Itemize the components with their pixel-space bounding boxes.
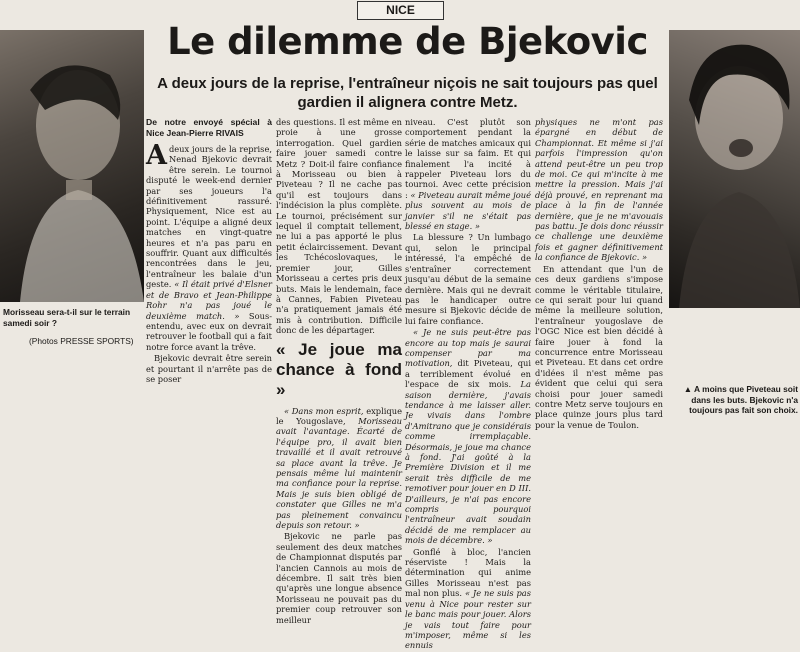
paragraph: Gonflé à bloc, l'ancien réserviste ! Mais la détermination qui anime Gilles Morisseau n'est pas mal non plus. « Je ne suis pas venu à Nice pour rester sur le banc mais pour jouer. Alors je vais tout faire pour m'imposer, même si les ennuis	[405, 546, 531, 651]
article-column-1	[146, 117, 272, 385]
paragraph: Bjekovic ne parle pas seulement des deux matches de Championnat disputés par l'ancien Cannois au mois de décembre. Il sait très bien qu'après une longue absence Morisseau ne pouvait pas du premier coup retrouver son meilleur	[276, 531, 402, 625]
piveteau-photo	[669, 30, 800, 308]
photo-caption-left	[3, 307, 141, 347]
caption-text: Morisseau sera-t-il sur le terrain samedi soir ?	[3, 307, 131, 328]
subheadline: A deux jours de la reprise, l'entraîneur niçois ne sait toujours pas quel gardien il alignera contre Metz.	[157, 75, 658, 111]
paragraph: « Dans mon esprit, explique le Yougoslave, Morisseau avait l'avantage. Écarté de l'équipe pro, il avait bien travaillé et il avait retrouvé sa place avant la trêve. Je pensais même lui maintenir ma confiance pour la reprise. Mais je suis bien obligé de constater que Gilles ne m'a pas pleinement convaincu depuis son retour. »	[276, 405, 402, 530]
drop-cap: A	[146, 140, 167, 171]
article-column-4	[535, 117, 663, 431]
article-column-2	[276, 117, 402, 626]
paragraph: Bjekovic devrait être serein et pourtant il n'arrête pas de se poser	[146, 353, 272, 384]
paragraph: La blessure ? Un lumbago qui, selon le principal intéressé, l'a empêché de s'entraîner correctement jusqu'au début de la semaine dernière. Mais qui ne devrait pas le handicaper outre mesure si Bjekovic décide de lui faire confiance.	[405, 232, 531, 326]
headline: Le dilemme de Bjekovic	[167, 20, 648, 63]
byline: De notre envoyé spécial à Nice Jean-Pierre RIVAIS	[146, 117, 272, 138]
paragraph: des questions. Il est même en proie à une grosse interrogation. Quel gardien faire jouer samedi contre Metz ? Doit-il faire confiance à Morisseau ou bien à Piveteau ? Il ne cache pas qu'il est toujours dans l'indécision la plus complète. Le tournoi, précisément sur lequel il comptait tellement, ne lui a pas apporté le plus petit éclaircissement. Devant les Tchécoslovaques, le premier jour, Gilles Morisseau a certes pris deux buts. Mais le lendemain, face à Cannes, Fabien Piveteau n'a pratiquement jamais été mis à contribution. Difficile donc de les départager.	[276, 117, 402, 336]
photo-credit: (Photos PRESSE SPORTS)	[29, 336, 134, 346]
article-column-3	[405, 117, 531, 652]
morisseau-photo	[0, 30, 144, 302]
section-rubric: NICE	[357, 1, 444, 20]
paragraph: « Je ne suis peut-être pas encore au top mais je saurai compenser par ma motivation, dit Piveteau, qui a terriblement évolué en l'espace de six mois. La saison dernière, j'avais tendance à me laisser aller. Je vivais dans l'ombre d'Amitrano que je considérais comme irremplaçable. Désormais, je joue ma chance à fond. J'ai goûté à la Première Division et il me serait très difficile de me remotiver pour jouer en D III. D'ailleurs, je n'ai pas encore compris pourquoi l'entraîneur avait soudain décidé de me remplacer au mois de décembre. »	[405, 327, 532, 546]
lead-paragraph: Adeux jours de la reprise, Nenad Bjekovic devrait être serein. Le tournoi disputé le week-end dernier par ses joueurs l'a définitivement rassuré. Physiquement, Nice est au point. L'équipe a aligné deux matches en vingt-quatre heures et n'a pas paru en souffrir. Quant aux difficultés rencontrées dans le jeu, l'entraîneur les balaie d'un geste. « Il était privé d'Elsner et de Bravo et Jean-Philippe Rohr n'a pas joué le deuxième match. » Sous-entendu, avec eux on devrait retrouver le football qui a fait notre force avant la trêve.	[146, 140, 273, 352]
pull-quote: « Je joue ma chance à fond »	[276, 339, 402, 399]
paragraph: niveau. C'est plutôt son comportement pendant la série de matches amicaux qui le laisse sur sa faim. Et qui finalement l'a incité à rappeler Piveteau lors du tournoi. Avec cette précision : « Piveteau aurait même joué plus souvent au mois de janvier s'il ne s'était pas blessé en stage. »	[405, 117, 531, 232]
photo-caption-right: ▲ A moins que Piveteau soit dans les buts. Bjekovic n'a toujours pas fait son choix.	[683, 384, 798, 415]
paragraph: physiques ne m'ont pas épargné en début de Championnat. Et même si j'ai parfois l'impression qu'on attend peut-être un peu trop de moi. Ce qui m'incite à me mettre la pression. Mais j'ai déjà prouvé, en reprenant ma place à la fin de l'année dernière, que je ne m'avouais pas battu. Je dois donc réussir ce challenge une deuxième fois et gagner définitivement la confiance de Bjekovic. »	[535, 117, 663, 263]
paragraph: En attendant que l'un de ces deux gardiens s'impose comme le véritable titulaire, ce qui serait pour lui quand même la meilleure solution, l'entraîneur yougoslave de l'OGC Nice est bien décidé à faire jouer à fond la concurrence entre Morisseau et Piveteau. Et dans cet ordre d'idées il n'est même pas évident que celui qui sera choisi pour jouer samedi contre Metz serve toujours en place quinze jours plus tard pour la venue de Toulon.	[535, 263, 663, 430]
